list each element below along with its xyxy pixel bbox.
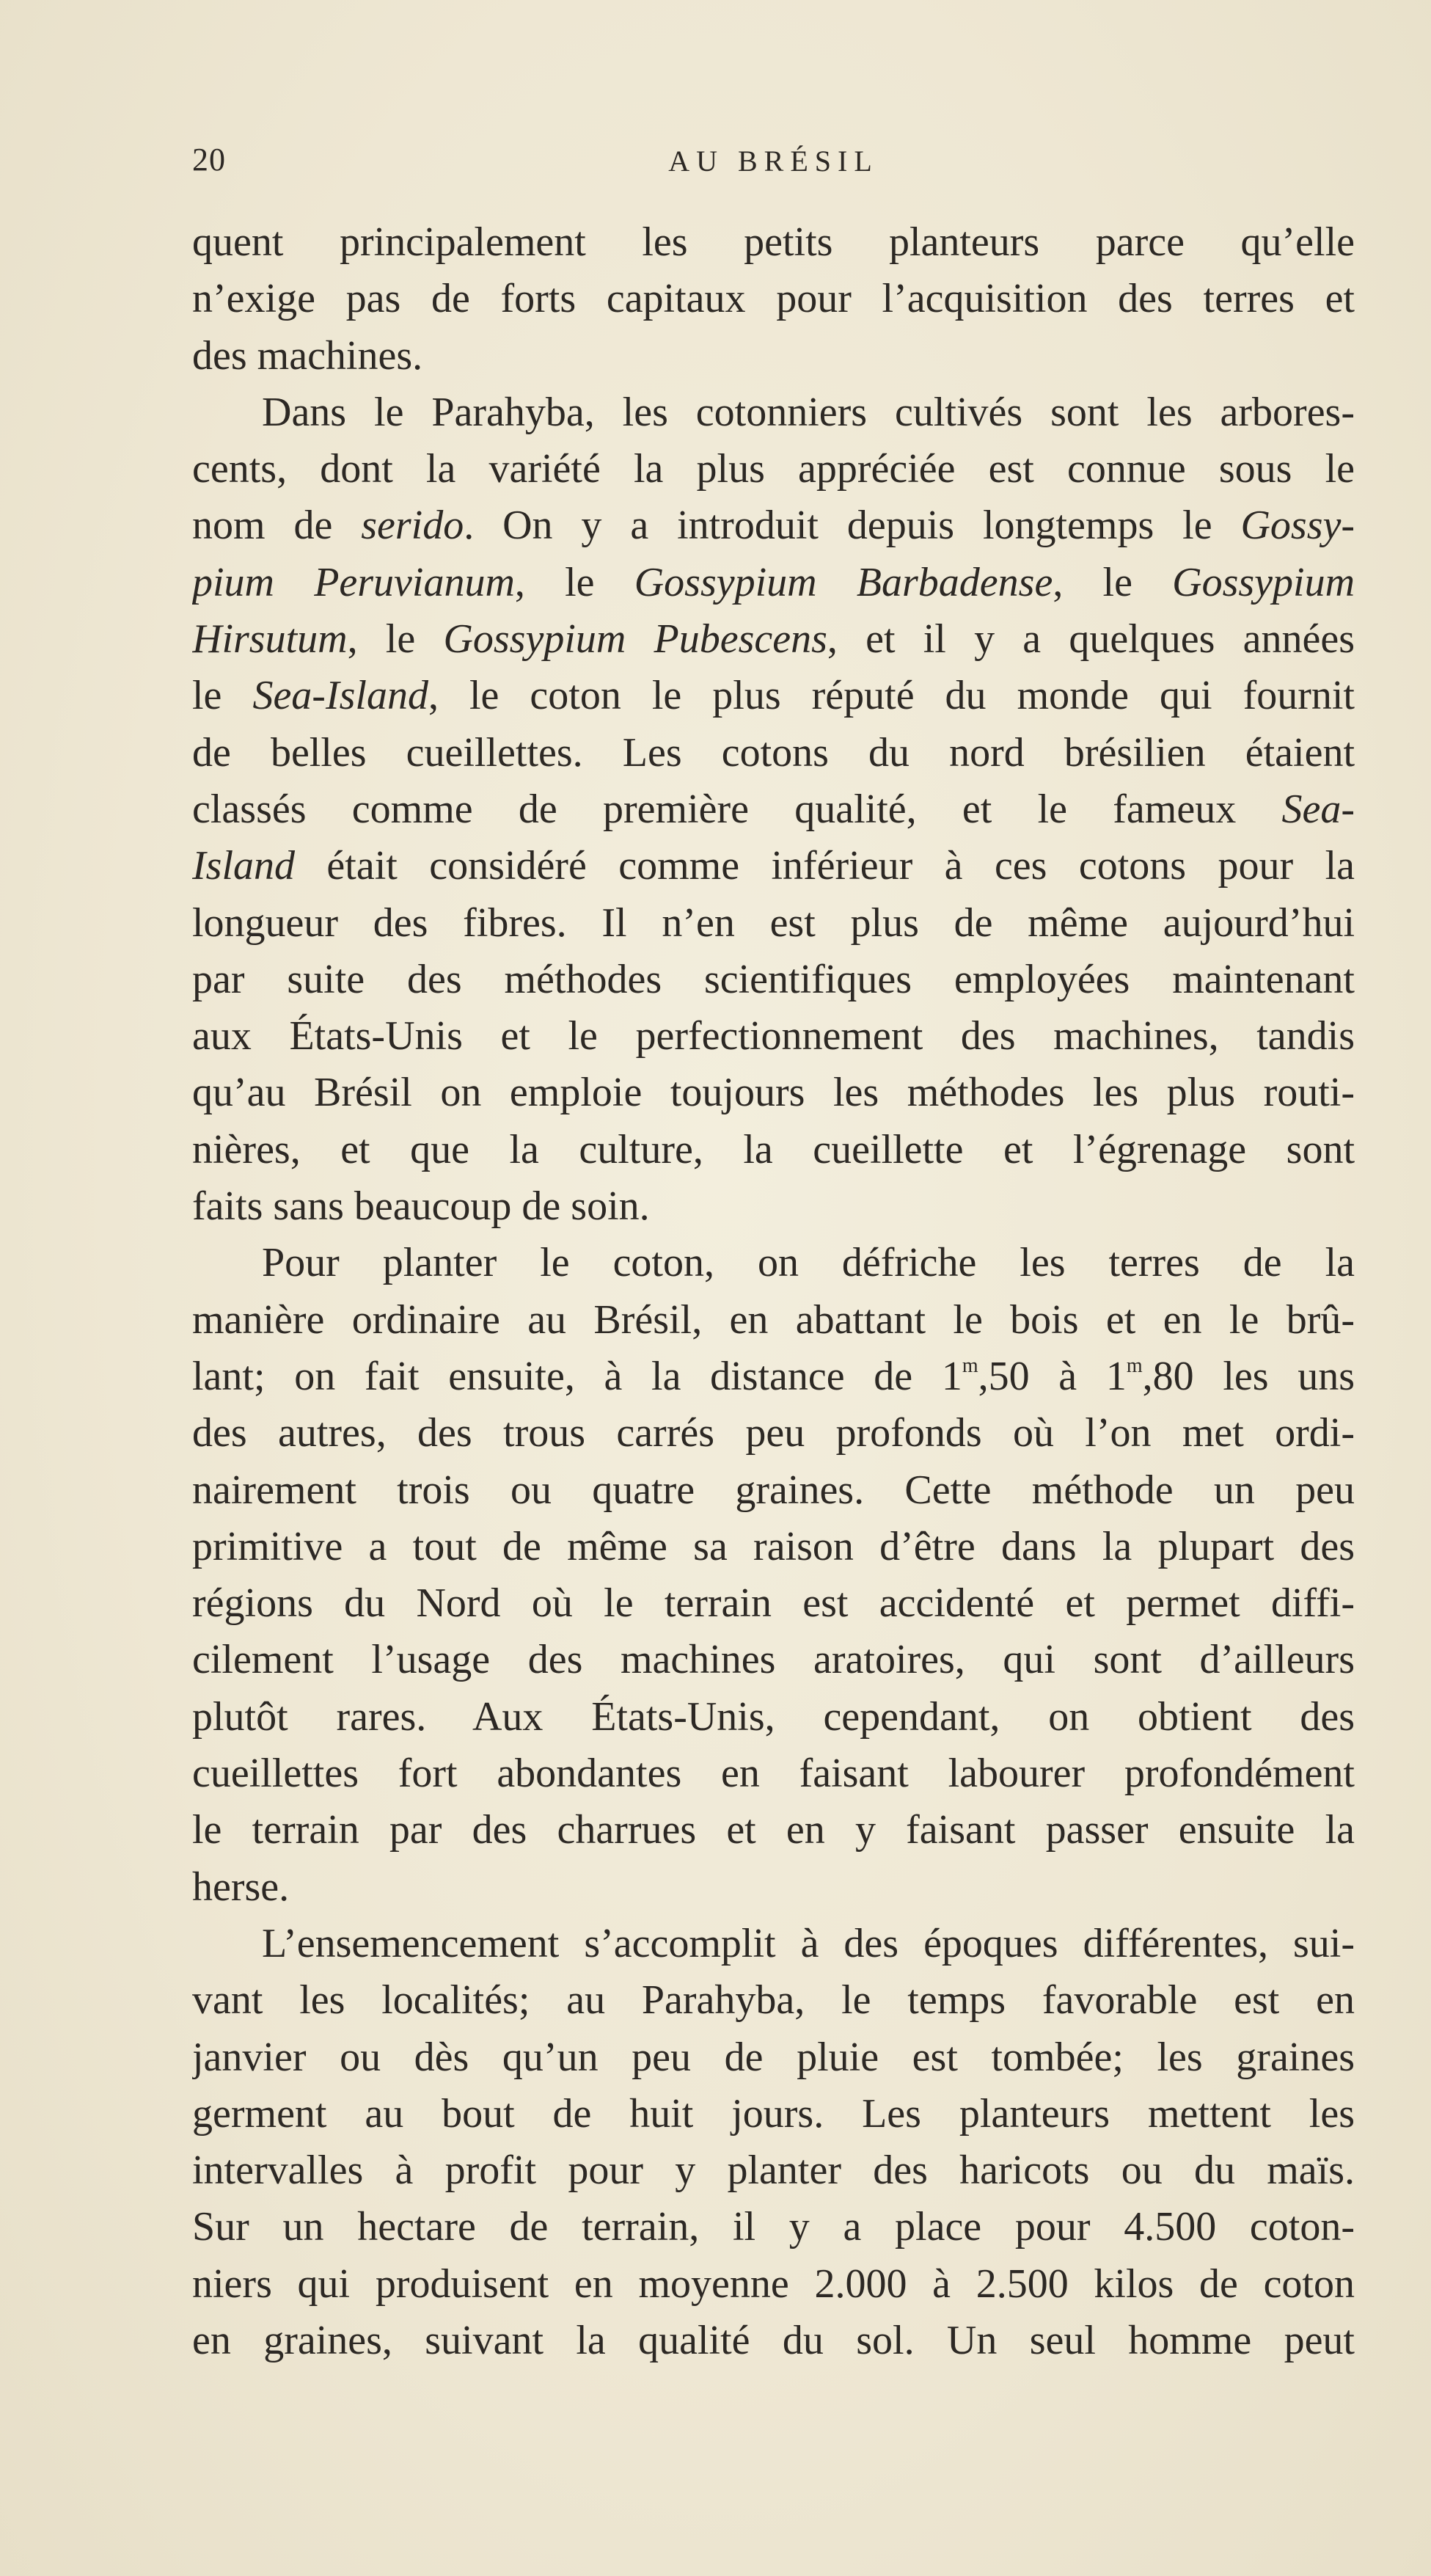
text-line: le terrain par des charrues et en y faisant passer ensuite la [192,1807,1355,1853]
text-line: n’exige pas de forts capitaux pour l’acquisition des terres et [192,276,1355,322]
text-line: Dans le Parahyba, les cotonniers cultivés sont les arbores- [262,389,1355,435]
text-line: nom de serido. On y a introduit depuis longtemps le Gossy- [192,503,1355,549]
text-line: niers qui produisent en moyenne 2.000 à 2.500 kilos de coton [192,2261,1355,2307]
text-line: aux États-Unis et le perfectionnement des machines, tandis [192,1013,1355,1059]
text-line: nairement trois ou quatre graines. Cette méthode un peu [192,1467,1355,1513]
text-line: intervalles à profit pour y planter des haricots ou du maïs. [192,2148,1355,2194]
page-number: 20 [192,142,226,178]
running-title: AU BRÉSIL [668,145,879,178]
text-line: germent au bout de huit jours. Les planteurs mettent les [192,2090,1355,2137]
text-line: le Sea-Island, le coton le plus réputé du monde qui fournit [192,673,1355,719]
text-line: plutôt rares. Aux États-Unis, cependant, on obtient des [192,1693,1355,1740]
text-line: faits sans beaucoup de soin. [192,1183,650,1230]
text-line: Sur un hectare de terrain, il y a place pour 4.500 coton- [192,2204,1355,2250]
text-line: Pour planter le coton, on défriche les terres de la [262,1240,1355,1286]
text-line: quent principalement les petits planteurs parce qu’elle [192,219,1355,265]
text-line: qu’au Brésil on emploie toujours les méthodes les plus routi- [192,1070,1355,1116]
body-text [192,214,1355,2369]
text-line: lant; on fait ensuite, à la distance de 1$^m$,50 à 1$^m$,80 les uns [192,1353,1355,1399]
text-line: de belles cueillettes. Les cotons du nord brésilien étaient [192,729,1355,776]
running-head [192,141,1355,185]
text-line: primitive a tout de même sa raison d’être dans la plupart des [192,1523,1355,1569]
text-line: Island était considéré comme inférieur à ces cotons pour la [192,843,1355,889]
text-line: vant les localités; au Parahyba, le temps favorable est en [192,1977,1355,2024]
text-line: janvier ou dès qu’un peu de pluie est tombée; les graines [192,2034,1355,2080]
text-line: des machines. [192,332,423,379]
text-line: cilement l’usage des machines aratoires, qui sont d’ailleurs [192,1637,1355,1683]
text-line: Hirsutum, le Gossypium Pubescens, et il y a quelques années [192,616,1355,663]
text-line: manière ordinaire au Brésil, en abattant le bois et en le brû- [192,1296,1355,1343]
text-line: L’ensemencement s’accomplit à des époques différentes, sui- [262,1920,1355,1966]
text-line: par suite des méthodes scientifiques employées maintenant [192,956,1355,1002]
text-line: cueillettes fort abondantes en faisant labourer profondément [192,1751,1355,1797]
text-line: régions du Nord où le terrain est accidenté et permet diffi- [192,1580,1355,1627]
text-line: herse. [192,1864,290,1910]
text-line: classés comme de première qualité, et le fameux Sea- [192,786,1355,832]
text-line: cents, dont la variété la plus appréciée est connue sous le [192,446,1355,492]
text-line: nières, et que la culture, la cueillette et l’égrenage sont [192,1126,1355,1172]
text-line: longueur des fibres. Il n’en est plus de même aujourd’hui [192,900,1355,946]
text-line: pium Peruvianum, le Gossypium Barbadense, le Gossypium [192,559,1355,605]
text-line: en graines, suivant la qualité du sol. Un seul homme peut [192,2317,1355,2363]
text-line: des autres, des trous carrés peu profonds où l’on met ordi- [192,1410,1355,1456]
